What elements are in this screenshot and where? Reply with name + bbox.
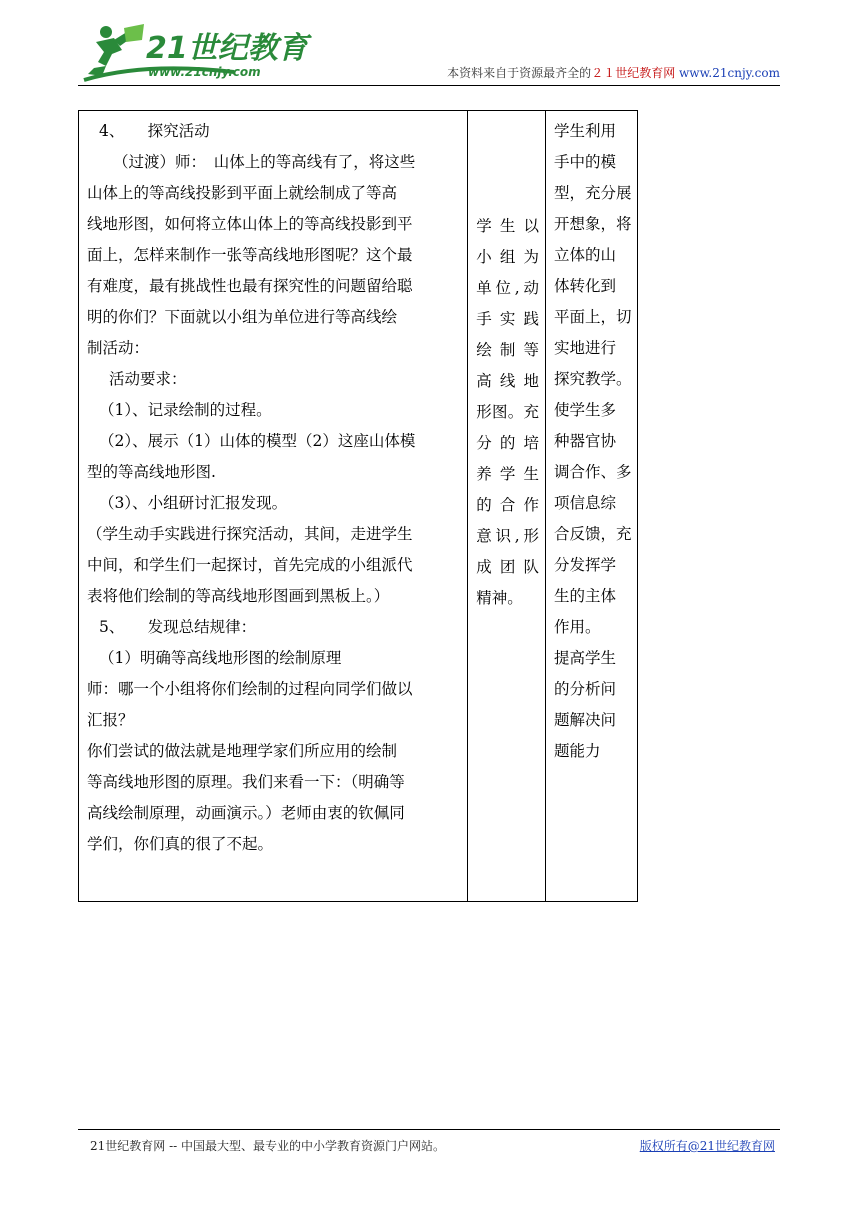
student-activity-line: 高线地 <box>476 372 539 390</box>
logo-url: www.21cnjy.com <box>148 65 261 79</box>
design-intent-line: 项信息综 <box>554 494 617 512</box>
teaching-process-text <box>79 111 467 860</box>
header-note-url[interactable]: www.21cnjy.com <box>679 66 780 80</box>
design-intent-line: 使学生多 <box>554 401 617 419</box>
logo-21cnjy-icon <box>84 22 308 84</box>
process-line: 表将他们绘制的等高线地形图画到黑板上。） <box>87 587 390 605</box>
process-line: 学们，你们真的很了不起。 <box>87 835 274 853</box>
student-activity-line: 精神。 <box>476 589 523 607</box>
student-activity-line: 绘制等 <box>476 341 539 359</box>
process-line: 制活动： <box>87 339 150 357</box>
design-intent-line: 种器官协 <box>554 432 617 450</box>
process-line: （2）、展示（1）山体的模型（2）这座山体模 <box>99 432 416 450</box>
student-activity-line: 养学生 <box>476 465 539 483</box>
process-line: （1）明确等高线地形图的绘制原理 <box>99 649 342 667</box>
student-activity-line: 的合作 <box>476 496 539 514</box>
student-activity-line: 单位,动 <box>476 279 539 297</box>
design-intent-line: 合反馈，充 <box>554 525 632 543</box>
design-intent-line: 体转化到 <box>554 277 617 295</box>
design-intent-line: 调合作、多 <box>554 463 632 481</box>
process-line: 活动要求： <box>109 370 187 388</box>
student-activity-line: 分的培 <box>476 434 539 452</box>
design-intent-line: 开想象，将 <box>554 215 632 233</box>
process-line: 明的你们？下面就以小组为单位进行等高线绘 <box>87 308 398 326</box>
design-intent-line: 型，充分展 <box>554 184 632 202</box>
lesson-table <box>78 110 638 902</box>
header-note-prefix: 本资料来自于资源最齐全的 <box>447 66 592 80</box>
process-line: （学生动手实践进行探究活动，其间，走进学生 <box>87 525 413 543</box>
student-activity-line: 形图。充 <box>476 403 539 421</box>
design-intent-line: 题解决问 <box>554 711 617 729</box>
footer-site-description: 21世纪教育网 -- 中国最大型、最专业的中小学教育资源门户网站。 <box>90 1139 446 1153</box>
student-activity-line: 成团队 <box>476 558 539 576</box>
design-intent-line: 探究教学。 <box>554 370 632 388</box>
design-intent-line: 分发挥学 <box>554 556 617 574</box>
process-line: （1）、记录绘制的过程。 <box>99 401 272 419</box>
student-activity-line: 意识,形 <box>476 527 539 545</box>
footer-copyright-link[interactable]: 版权所有@21世纪教育网 <box>639 1139 775 1153</box>
design-intent-line: 的分析问 <box>554 680 617 698</box>
process-line: 面上，怎样来制作一张等高线地形图呢？这个最 <box>87 246 413 264</box>
process-line: 5、 发现总结规律： <box>99 618 257 636</box>
design-intent-line: 提高学生 <box>554 649 617 667</box>
process-line: 有难度，最有挑战性也最有探究性的问题留给聪 <box>87 277 413 295</box>
student-activity-line: 小组为 <box>476 248 539 266</box>
design-intent-line: 实地进行 <box>554 339 617 357</box>
student-activity-line: 学生以 <box>476 217 539 235</box>
process-line: 高线绘制原理，动画演示。）老师由衷的钦佩同 <box>87 804 405 822</box>
design-intent-text <box>546 111 637 767</box>
teaching-process-cell <box>79 111 468 902</box>
process-line: （3）、小组研讨汇报发现。 <box>99 494 288 512</box>
design-intent-line: 平面上，切 <box>554 308 632 326</box>
process-line: 汇报？ <box>87 711 134 729</box>
design-intent-line: 手中的模 <box>554 153 617 171</box>
process-line: 线地形图，如何将立体山体上的等高线投影到平 <box>87 215 413 233</box>
header-note-brand: ２１世纪教育网 <box>591 66 676 80</box>
student-activity-line: 手实践 <box>476 310 539 328</box>
design-intent-cell <box>546 111 638 902</box>
process-line: 中间，和学生们一起探讨，首先完成的小组派代 <box>87 556 413 574</box>
table-row <box>79 111 638 902</box>
process-line: 等高线地形图的原理。我们来看一下：（明确等 <box>87 773 405 791</box>
student-activity-text <box>468 111 545 614</box>
process-line: 你们尝试的做法就是地理学家们所应用的绘制 <box>87 742 398 760</box>
footer-divider <box>78 1129 780 1130</box>
design-intent-line: 作用。 <box>554 618 601 636</box>
process-line: （过渡）师： 山体上的等高线有了，将这些 <box>113 153 416 171</box>
header-source-note <box>380 64 780 81</box>
design-intent-line: 生的主体 <box>554 587 617 605</box>
design-intent-line: 立体的山 <box>554 246 617 264</box>
student-activity-cell <box>468 111 546 902</box>
design-intent-line: 题能力 <box>554 742 601 760</box>
logo-text: 21世纪教育 <box>146 31 308 66</box>
design-intent-line: 学生利用 <box>554 122 617 140</box>
page-header <box>0 0 860 90</box>
process-line: 山体上的等高线投影到平面上就绘制成了等高 <box>87 184 398 202</box>
process-line: 师：哪一个小组将你们绘制的过程向同学们做以 <box>87 680 413 698</box>
header-divider <box>78 85 780 86</box>
process-line: 4、 探究活动 <box>99 122 210 140</box>
process-line: 型的等高线地形图. <box>87 463 216 481</box>
